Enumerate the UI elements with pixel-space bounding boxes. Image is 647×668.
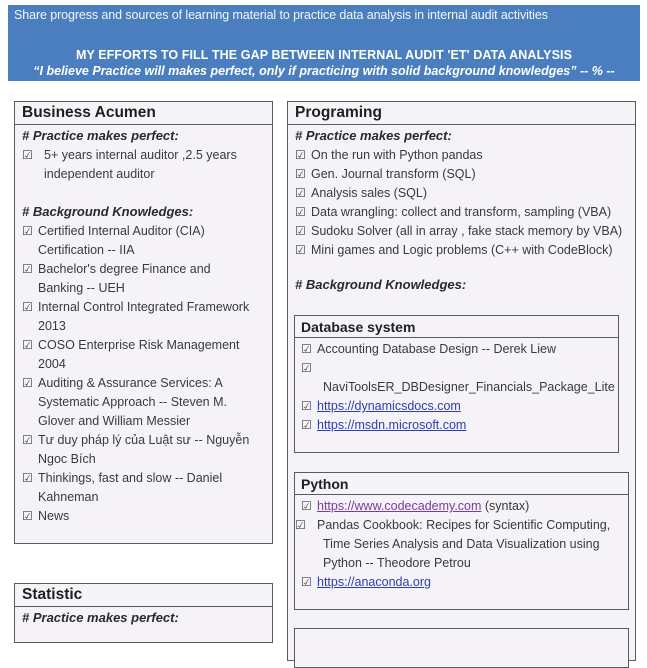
business-acumen-box xyxy=(14,101,273,544)
checkbox-icon: ☑ xyxy=(22,471,33,485)
checkbox-icon: ☑ xyxy=(301,575,312,589)
msdn-link[interactable]: https://msdn.microsoft.com xyxy=(317,418,467,432)
python-title: Python xyxy=(295,473,628,495)
programing-box xyxy=(287,101,636,661)
list-item-text: Data wrangling: collect and transform, sampling (VBA) xyxy=(311,205,612,219)
background-heading: # Background Knowledges: xyxy=(295,277,467,292)
practice-heading: # Practice makes perfect: xyxy=(295,128,452,143)
list-item xyxy=(301,359,618,397)
list-item-text: Internal Control Integrated Framework 2013 xyxy=(38,300,250,333)
list-item-text: Bachelor's degree Finance and Banking -- UEH xyxy=(38,262,211,295)
checkbox-icon: ☑ xyxy=(22,148,33,162)
list-item xyxy=(22,469,258,507)
checkbox-icon: ☑ xyxy=(301,418,312,432)
list-item xyxy=(295,184,635,203)
dynamicsdocs-link[interactable]: https://dynamicsdocs.com xyxy=(317,399,461,413)
checkbox-icon: ☑ xyxy=(295,518,306,532)
checkbox-icon: ☑ xyxy=(295,224,306,238)
practice-heading: # Practice makes perfect: xyxy=(22,610,179,625)
list-item-text: Accounting Database Design -- Derek Liew xyxy=(317,342,557,356)
list-item-text: Analysis sales (SQL) xyxy=(311,186,428,200)
checkbox-icon: ☑ xyxy=(295,167,306,181)
checkbox-icon: ☑ xyxy=(22,376,33,390)
list-item-text: 5+ years internal auditor ,2.5 years independent auditor xyxy=(44,148,237,181)
checkbox-icon: ☑ xyxy=(22,224,33,238)
list-item xyxy=(22,336,258,374)
checkbox-icon: ☑ xyxy=(295,243,306,257)
practice-heading: # Practice makes perfect: xyxy=(22,128,179,143)
header-banner xyxy=(8,5,640,81)
list-item-text: Sudoku Solver (all in array , fake stack memory by VBA) xyxy=(311,224,623,238)
checkbox-icon: ☑ xyxy=(295,205,306,219)
checkbox-icon: ☑ xyxy=(22,300,33,314)
checkbox-icon: ☑ xyxy=(301,499,312,513)
statistic-title: Statistic xyxy=(15,584,272,607)
page-headline: MY EFFORTS TO FILL THE GAP BETWEEN INTERNAL AUDIT 'ET' DATA ANALYSIS xyxy=(75,48,573,62)
checkbox-icon: ☑ xyxy=(295,148,306,162)
statistic-box xyxy=(14,583,273,643)
list-item xyxy=(301,497,620,516)
list-item xyxy=(301,397,618,416)
database-system-title: Database system xyxy=(295,316,618,338)
checkbox-icon: ☑ xyxy=(295,186,306,200)
list-item xyxy=(22,298,258,336)
list-item xyxy=(22,222,258,260)
list-item-text: On the run with Python pandas xyxy=(311,148,483,162)
list-item xyxy=(301,340,618,359)
programing-title: Programing xyxy=(288,102,635,125)
database-system-box xyxy=(294,315,619,453)
checkbox-icon: ☑ xyxy=(22,262,33,276)
checkbox-icon: ☑ xyxy=(22,433,33,447)
checkbox-icon: ☑ xyxy=(22,509,33,523)
checkbox-icon: ☑ xyxy=(301,342,312,356)
list-item xyxy=(295,203,635,222)
list-item xyxy=(295,516,620,573)
next-section-box xyxy=(294,628,629,668)
list-item xyxy=(295,241,635,260)
list-item-text: COSO Enterprise Risk Management 2004 xyxy=(38,338,240,371)
list-item-text: Certified Internal Auditor (CIA) Certification -- IIA xyxy=(38,224,205,257)
list-item-text: News xyxy=(38,509,70,523)
list-item-text: NaviToolsER_DBDesigner_Financials_Package_Lite xyxy=(323,380,615,394)
list-item xyxy=(22,431,258,469)
list-item xyxy=(22,507,258,526)
list-item xyxy=(295,165,635,184)
list-item-text: Thinkings, fast and slow -- Daniel Kahneman xyxy=(38,471,223,504)
checkbox-icon: ☑ xyxy=(301,399,312,413)
list-item-text: Gen. Journal transform (SQL) xyxy=(311,167,476,181)
list-item xyxy=(295,222,635,241)
list-item-text: Pandas Cookbook: Recipes for Scientific Computing, Time Series Analysis and Data Visualization using Python -- Theodore Petrou xyxy=(317,518,611,570)
list-item xyxy=(301,416,618,435)
list-item-text: Tư duy pháp lý của Luật sư -- Nguyễn Ngoc Bích xyxy=(38,433,250,466)
list-item xyxy=(301,573,620,592)
list-item-text: Auditing & Assurance Services: A Systematic Approach -- Steven M. Glover and William Messier xyxy=(38,376,227,428)
list-item xyxy=(22,374,258,431)
anaconda-link[interactable]: https://anaconda.org xyxy=(317,575,431,589)
list-item-text: Mini games and Logic problems (C++ with CodeBlock) xyxy=(311,243,613,257)
codecademy-link[interactable]: https://www.codecademy.com xyxy=(317,499,482,513)
list-item xyxy=(22,146,258,184)
list-item-suffix: (syntax) xyxy=(481,499,530,513)
background-heading: # Background Knowledges: xyxy=(22,204,194,219)
checkbox-icon: ☑ xyxy=(22,338,33,352)
page-quote: “I believe Practice will makes perfect, only if practicing with solid background knowledges” -- % -- xyxy=(33,64,615,78)
checkbox-icon: ☑ xyxy=(301,361,312,375)
list-item xyxy=(22,260,258,298)
list-item xyxy=(295,146,635,165)
business-acumen-title: Business Acumen xyxy=(15,102,272,125)
python-box xyxy=(294,472,629,610)
page-subtitle: Share progress and sources of learning material to practice data analysis in internal audit activities xyxy=(14,8,548,22)
